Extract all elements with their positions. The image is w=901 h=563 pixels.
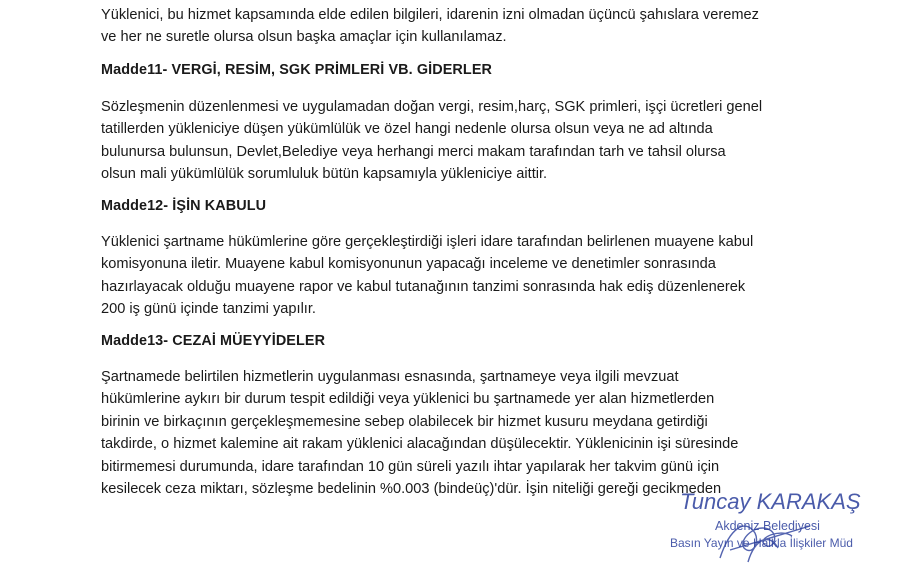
text-line: Yüklenici, bu hizmet kapsamında elde edilen bilgileri, idarenin izni olmadan üçüncü şahıslara veremez bbox=[101, 7, 759, 23]
stamp-org: Akdeniz Belediyesi bbox=[715, 519, 820, 533]
intro-paragraph bbox=[101, 4, 801, 49]
stamp-name: Tuncay KARAKAŞ bbox=[680, 489, 861, 514]
text-line: olsun mali yükümlülük sorumluluk bütün kapsamıyla yükleniciye aittir. bbox=[101, 166, 548, 183]
text-line: kesilecek ceza miktarı, sözleşme bedelinin %0.003 (bindeüç)'dür. İşin niteliği gereği gecikmeden bbox=[101, 481, 722, 498]
text-line: 200 iş günü içinde tanzimi yapılır. bbox=[101, 301, 316, 318]
text-line: tatillerden yükleniciye düşen yükümlülük ve özel hangi nedenle olursa olsun veya ne ad altında bbox=[101, 121, 713, 138]
text-line: komisyonuna iletir. Muayene kabul komisyonunun yapacağı inceleme ve denetimler sonrasında bbox=[101, 256, 716, 273]
madde11-paragraph bbox=[101, 96, 801, 186]
text-line: bitirmemesi durumunda, idare tarafından 10 gün süreli yazılı ihtar yapılarak her takvim günü için bbox=[101, 458, 720, 475]
text-line: bulunursa bulunsun, Devlet,Belediye veya herhangi merci makam tarafından tarh ve tahsil olursa bbox=[101, 143, 726, 160]
text-line: Şartnamede belirtilen hizmetlerin uygulanması esnasında, şartnameye veya ilgili mevzuat bbox=[101, 369, 679, 385]
madde12-heading: Madde12- İŞİN KABULU bbox=[101, 198, 267, 214]
text-line: ve her ne suretle olursa olsun başka amaçlar için kullanılamaz. bbox=[101, 29, 507, 46]
madde12-paragraph bbox=[101, 231, 801, 321]
text-line: Sözleşmenin düzenlenmesi ve uygulamadan doğan vergi, resim,harç, SGK primleri, işçi ücretleri genel bbox=[101, 99, 763, 115]
stamp-title: Basın Yayın ve Halkla İlişkiler Müd bbox=[670, 536, 853, 550]
text-line: Yüklenici şartname hükümlerine göre gerçekleştirdiği işleri idare tarafından belirlenen muayene kabul bbox=[101, 234, 754, 250]
text-line: hükümlerine aykırı bir durum tespit edildiği veya yüklenici bu şartnamede yer alan hizmetlerden bbox=[101, 391, 715, 408]
text-line: hazırlayacak olduğu muayene rapor ve kabul tutanağının tanzimi sonrasında hak ediş düzenlenerek bbox=[101, 278, 746, 295]
text-line: takdirde, o hizmet kalemine ait rakam yüklenici alacağından düşülecektir. Yüklenicinin işi süresinde bbox=[101, 436, 739, 453]
madde11-heading: Madde11- VERGİ, RESİM, SGK PRİMLERİ VB. GİDERLER bbox=[101, 62, 493, 78]
text-line: birinin ve birkaçının gerçekleşmemesine sebep olabilecek bir hizmet kusuru meydana getirdiği bbox=[101, 413, 708, 430]
madde13-heading: Madde13- CEZAİ MÜEYYİDELER bbox=[101, 333, 326, 349]
official-stamp-signature bbox=[660, 478, 900, 563]
